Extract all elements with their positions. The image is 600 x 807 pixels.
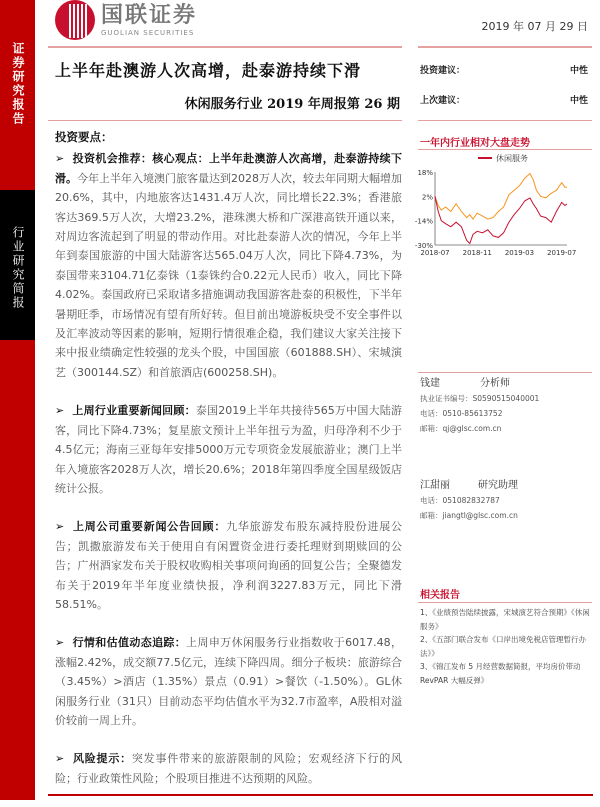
logo-cn: 国联证券 xyxy=(101,3,198,28)
company-logo xyxy=(55,0,197,40)
paragraph-text: 突发事件带来的旅游限制的风险；宏观经济下行的风险；行业政策性风险；个股项目推进不达预期的风险。 xyxy=(55,752,403,785)
logo-en: GUOLIAN SECURITIES xyxy=(101,29,195,37)
x-tick-label: 2018-07 xyxy=(420,249,450,257)
divider xyxy=(418,46,592,48)
rating-previous xyxy=(420,93,588,106)
x-tick-label: 2018-11 xyxy=(462,249,492,257)
footer-divider xyxy=(48,794,593,796)
paragraph-lead: 上周行业重要新闻回顾： xyxy=(72,404,196,418)
divider xyxy=(418,372,592,373)
paragraph-lead: 投资机会推荐：核心观点：上半年赴澳游人次高增，赴泰游持续下滑。 xyxy=(55,152,402,185)
section-heading: 投资要点： xyxy=(55,130,113,144)
x-tick-label: 2019-07 xyxy=(547,249,577,257)
divider xyxy=(418,602,592,603)
investment-highlights xyxy=(55,128,402,807)
sidebar-category-block xyxy=(0,190,35,340)
relative-performance-chart xyxy=(410,150,595,260)
divider xyxy=(48,120,402,121)
divider xyxy=(48,46,402,48)
divider xyxy=(418,120,592,121)
paragraph-text: 今年上半年入境澳门旅客量达到2028万人次，较去年同期大幅增加20.6%，其中，内地旅客达1431.4万人次，同比增长22.3%；香港旅客达369.5万人次，大增23.2%，港珠澳大桥和广深港高铁开通以来，对周边客流起到了明显的带动作用。对比赴泰游人次的情况，今年上半年到泰国旅游的中国大陆游客达565.04万人次，同比下降4.73%，为泰国带来3104.71亿泰铢（1泰铢约合0.22元人民币）收入，同比下降4.02%。泰国政府已采取诸多措施调动我国游客赴泰的积极性，下半年暑期旺季，市场情况有望有所好转。但目前出境游板块受不安全事件以及汇率波动等因素的影响，短期行情很难企稳，我们建议大家关注接下来中报业绩确定性较强的龙头个股，中国国旅（601888.SH）、宋城演艺（300144.SZ）和首旅酒店(600258.SH)。 xyxy=(55,171,402,379)
analyst-name: 钱建 xyxy=(420,378,440,389)
highlight-paragraph: ➢ 风险提示：突发事件带来的旅游限制的风险；宏观经济下行的风险；行业政策性风险；个股项目推进不达预期的风险。 xyxy=(55,752,403,785)
y-tick-label: -14% xyxy=(414,217,433,226)
analyst-cert: 执业证书编号：S0590515040001 xyxy=(420,394,540,403)
related-report-item[interactable]: 2、《五部门联合发布《口岸出境免税店管理暂行办法》》 xyxy=(420,635,587,658)
paragraph-lead: 风险提示： xyxy=(72,752,132,766)
logo-icon xyxy=(55,0,95,40)
related-reports-title: 相关报告 xyxy=(420,590,460,601)
assistant-phone: 电话：051082832787 xyxy=(420,496,500,505)
assistant-name: 江甜丽 xyxy=(420,480,450,491)
related-reports-list xyxy=(420,606,590,687)
rating-value: 中性 xyxy=(569,96,588,106)
report-subtitle: 休闲服务行业 2019 年周报第 26 期 xyxy=(184,97,400,112)
series-line-leisure xyxy=(435,196,567,243)
rating-label: 投资建议： xyxy=(420,66,466,76)
paragraph-lead: 上周公司重要新闻公告回顾： xyxy=(72,520,227,534)
y-tick-label: 18% xyxy=(417,169,433,177)
x-tick-label: 2019-03 xyxy=(504,249,535,257)
highlight-paragraph: ➢ 行情和估值动态追踪：上周申万休闲服务行业指数收于6017.48，涨幅2.42%，成交额77.5亿元，连续下降四周。细分子板块：旅游综合（3.45%）>酒店（1.35%）景点（0.91）>餐饮（-1.50%）。GL休闲服务行业（31只）目前动态平均估值水平为32.7市盈率，A股相对溢价较前一周上升。 xyxy=(55,636,402,727)
highlight-paragraph: ➢ 上周公司重要新闻公告回顾：九华旅游发布股东减持股份进展公告；凯撒旅游发布关于使用自有闲置资金进行委托理财到期赎回的公告；广州酒家发布关于股权收购相关事项问询函的回复公告；全聚德发布关于2019年半年度业绩快报，净利润3227.83万元，同比下滑58.51%。 xyxy=(55,520,402,611)
assistant-role: 研究助理 xyxy=(478,480,518,491)
analyst-role: 分析师 xyxy=(480,378,510,389)
paragraph-text: 泰国2019上半年共接待565万中国大陆游客，同比下降4.73%；复星旅文预计上半年扭亏为盈，归母净利不少于4.5亿元；海南三亚每年安排5000万元专项资金发展旅游业；澳门上半年入境旅客2028万人次，增长20.6%；2018年第四季度全国星级饭店统计公报。 xyxy=(55,404,402,495)
report-title: 上半年赴澳游人次高增，赴泰游持续下滑 xyxy=(55,61,362,80)
rating-current xyxy=(420,63,588,76)
sidebar-report-type: 证券研究报告 xyxy=(11,42,25,126)
report-date: 2019 年 07 月 29 日 xyxy=(481,20,588,33)
y-tick-label: 2% xyxy=(421,193,433,202)
rating-label: 上次建议： xyxy=(420,96,466,106)
y-tick-label: -30% xyxy=(414,242,433,250)
assistant-contact xyxy=(420,478,518,523)
sidebar-category-label: 行业研究简报 xyxy=(11,226,25,310)
related-report-item[interactable]: 1、《业绩预告陆续披露，宋城演艺符合预期》《休闲服务》 xyxy=(420,608,590,631)
analyst-email[interactable]: 邮箱：qj@glsc.com.cn xyxy=(420,424,502,433)
analyst-phone: 电话：0510-85613752 xyxy=(420,409,503,418)
paragraph-lead: 行情和估值动态追踪： xyxy=(72,636,187,650)
related-report-item[interactable]: 3、《锦江发布 5 月经营数据简报，平均房价带动 RevPAR 大幅反弹》 xyxy=(420,662,581,685)
series-line-benchmark xyxy=(435,174,567,220)
highlight-paragraph: ➢ 投资机会推荐：核心观点：上半年赴澳游人次高增，赴泰游持续下滑。今年上半年入境澳门旅客量达到2028万人次，较去年同期大幅增加20.6%，其中，内地旅客达1431.4万人次，同比增长22.3%；香港旅客达369.5万人次，大增23.2%，港珠澳大桥和广深港高铁开通以来，对周边客流起到了明显的带动作用。对比赴泰游人次的情况，今年上半年到泰国旅游的中国大陆游客达565.04万人次，同比下降4.73%，为泰国带来3104.71亿泰铢（1泰铢约合0.22元人民币）收入，同比下降4.02%。泰国政府已采取诸多措施调动我国游客赴泰的积极性，下半年暑期旺季，市场情况有望有所好转。但目前出境游板块受不安全事件以及汇率波动等因素的影响，短期行情很难企稳，我们建议大家关注接下来中报业绩确定性较强的龙头个股，中国国旅（601888.SH）、宋城演艺（300144.SZ）和首旅酒店(600258.SH)。 xyxy=(55,152,402,379)
paragraph-text: 上周申万休闲服务行业指数收于6017.48，涨幅2.42%，成交额77.5亿元，连续下降四周。细分子板块：旅游综合（3.45%）>酒店（1.35%）景点（0.91）>餐饮（-1.50%）。GL休闲服务行业（31只）目前动态平均估值水平为32.7市盈率，A股相对溢价较前一周上升。 xyxy=(55,636,402,727)
chart-title: 一年内行业相对大盘走势 xyxy=(420,138,530,149)
assistant-email[interactable]: 邮箱：jiangtl@glsc.com.cn xyxy=(420,511,518,520)
rating-value: 中性 xyxy=(569,66,588,76)
paragraph-text: 九华旅游发布股东减持股份进展公告；凯撒旅游发布关于使用自有闲置资金进行委托理财到期赎回的公告；广州酒家发布关于股权收购相关事项问询函的回复公告；全聚德发布关于2019年半年度业绩快报，净利润3227.83万元，同比下滑58.51%。 xyxy=(55,520,402,611)
legend-label: 休闲服务 xyxy=(496,154,528,163)
highlight-paragraph: ➢ 上周行业重要新闻回顾：泰国2019上半年共接待565万中国大陆游客，同比下降4.73%；复星旅文预计上半年扭亏为盈，归母净利不少于4.5亿元；海南三亚每年安排5000万元专项资金发展旅游业；澳门上半年入境旅客2028万人次，增长20.6%；2018年第四季度全国星级饭店统计公报。 xyxy=(55,404,402,495)
analyst-contact xyxy=(420,376,539,436)
